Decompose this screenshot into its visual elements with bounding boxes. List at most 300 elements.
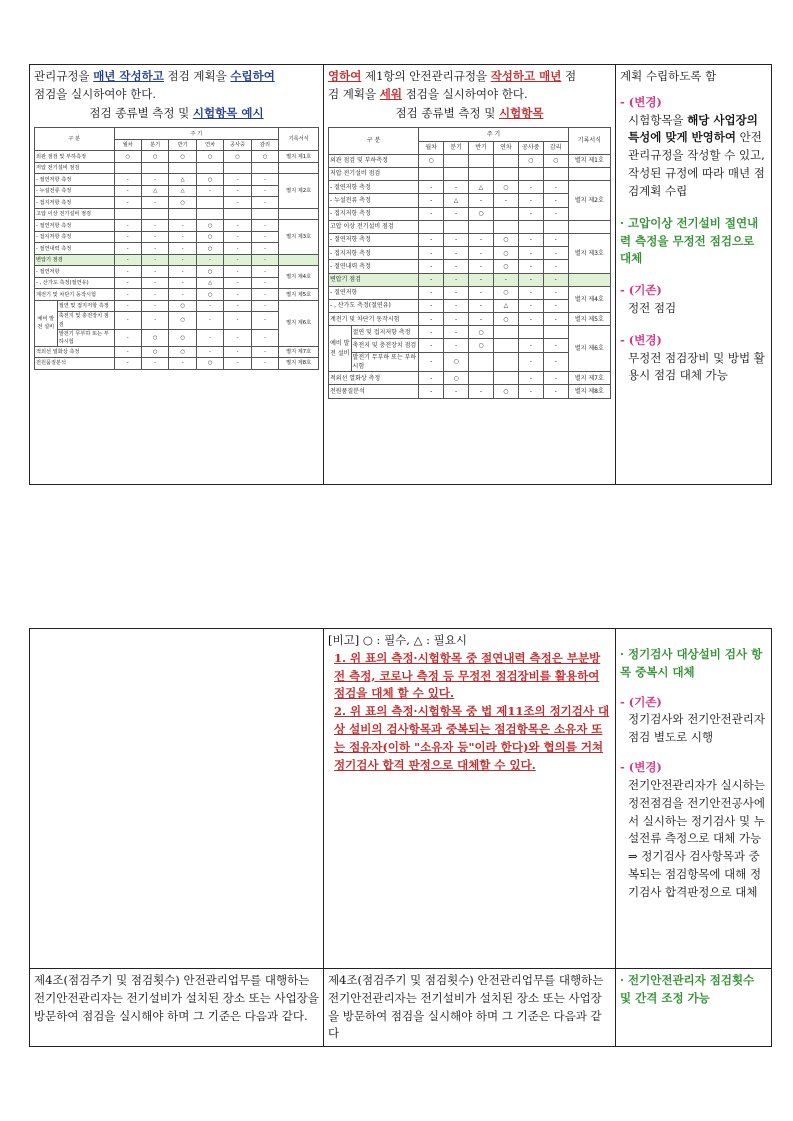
cycle-cell: - [518,286,543,299]
row-label: 발전기 무부하 또는 부하시험 [57,329,114,346]
table-caption [328,105,611,123]
cycle-cell: - [469,286,494,299]
form-cell: 별지 제7호 [568,372,610,385]
row-label: 절연 및 접지저항 측정 [351,326,419,339]
cycle-cell: - [196,300,223,312]
cycle-cell: - [141,289,168,301]
header-cycle-0: 월차 [419,141,444,154]
note-item-1: 1. 위 표의 측정·시험항목 중 절연내력 측정은 부분방전 측정, 코로나 측정 등 무정전 점검장비를 활용하여 점검을 대체 할 수 있다. [334,650,601,701]
cycle-cell: - [251,312,278,329]
cycle-cell: - [141,220,168,232]
cycle-cell: ○ [196,151,223,163]
cycle-cell [543,220,568,233]
cycle-cell: - [224,312,251,329]
cycle-cell: △ [469,181,494,194]
cycle-cell: - [169,220,196,232]
cycle-cell: ○ [543,154,568,167]
row-label: - 절연내력 측정 [35,243,115,255]
row-label: 축전지 및 충전장치 점검 [57,312,114,329]
header-form: 기록서식 [279,128,319,151]
cycle-cell: ○ [169,329,196,346]
cycle-cell [493,372,518,385]
table-row [35,185,319,197]
cycle-cell: - [114,300,141,312]
table-row [35,312,319,329]
cycle-cell: - [224,329,251,346]
cycle-cell: - [518,194,543,207]
cycle-cell: - [444,207,469,220]
cycle-cell: - [224,266,251,278]
header-cycle-1: 분기 [444,141,469,154]
cycle-cell: ○ [169,346,196,358]
current-rule-cell [30,65,324,485]
text-fragment: 제1항의 안전관리규정을 [361,69,491,83]
cycle-cell: - [469,233,494,246]
cycle-cell: ○ [493,260,518,273]
cycle-cell: - [251,289,278,301]
cycle-cell [543,168,568,181]
cycle-cell: - [444,247,469,260]
cycle-cell: ○ [493,313,518,326]
cycle-cell: - [114,197,141,209]
cycle-cell: - [251,174,278,186]
comparison-table-top [29,64,772,485]
form-cell: 별지 제1호 [279,151,319,163]
row-label: - 절연저항 측정 [35,220,115,232]
cycle-cell: - [169,358,196,370]
row-label: - 접지저항 측정 [35,231,115,243]
row-label: 계전기 및 차단기 동작시험 [35,289,115,301]
cycle-cell: - [114,358,141,370]
cycle-cell: - [169,231,196,243]
header-cycle-3: 연차 [196,139,223,151]
text-fragment: 시험항목을 [628,112,688,127]
cycle-cell [419,220,444,233]
header-cycle-1: 분기 [141,139,168,151]
cycle-cell: ○ [141,151,168,163]
cycle-cell: - [169,266,196,278]
cycle-cell: - [114,231,141,243]
cycle-cell: △ [169,174,196,186]
cycle-cell: - [419,299,444,312]
highlight-reflect: 영하여 [328,69,362,83]
cycle-cell: - [518,181,543,194]
cycle-cell: - [444,181,469,194]
cycle-cell: - [518,207,543,220]
before-text: 정기검사와 전기안전관리자 점검 별도로 시행 [628,712,765,745]
cycle-cell [518,326,543,339]
form-cell: 별지 제3호 [279,220,319,255]
cycle-cell: ○ [196,358,223,370]
cycle-cell: - [141,197,168,209]
cycle-cell: - [114,174,141,186]
row-label: 변압기 점검 [35,254,115,266]
cycle-cell: - [114,254,141,266]
cycle-cell [469,168,494,181]
remark-notes-cell [324,629,616,969]
cycle-cell: - [518,313,543,326]
form-cell: 별지 제7호 [279,346,319,358]
cycle-cell: - [224,231,251,243]
table-row [35,254,319,266]
table-row [329,299,611,312]
revised-rule-text-2 [328,86,611,104]
table-row [329,233,611,246]
change-text [620,112,767,201]
cycle-cell: △ [169,185,196,197]
cycle-cell: - [419,326,444,339]
cycle-cell: - [114,266,141,278]
cycle-cell [518,220,543,233]
table-row [329,154,611,167]
header-item: 구 분 [35,128,115,151]
cycle-cell: - [224,254,251,266]
form-cell: 별지 제4호 [279,266,319,289]
cycle-cell: - [518,385,543,398]
cycle-cell: - [169,243,196,255]
cycle-cell: - [419,286,444,299]
cycle-cell: ○ [469,326,494,339]
cycle-cell: ○ [169,151,196,163]
cycle-cell: - [224,174,251,186]
cycle-cell [169,208,196,220]
cycle-cell: ○ [444,352,469,372]
cycle-cell: - [493,194,518,207]
cycle-cell: - [419,233,444,246]
row-label: - 접지저항 측정 [329,207,419,220]
cycle-cell: - [114,220,141,232]
cycle-cell: - [141,277,168,289]
form-cell: 별지 제5호 [568,313,610,326]
cycle-cell: - [493,273,518,286]
cycle-cell: - [518,299,543,312]
cycle-cell: - [543,181,568,194]
header-item: 구 분 [329,128,419,154]
table-row [35,243,319,255]
cycle-cell: △ [493,299,518,312]
cycle-cell: - [444,313,469,326]
remark-cell [616,969,772,1047]
cycle-cell: - [224,300,251,312]
cycle-cell: - [224,289,251,301]
table-row [329,339,611,352]
cycle-cell: - [251,243,278,255]
cycle-cell [196,208,223,220]
cycle-cell [493,352,518,372]
empty-cell [30,629,324,969]
row-label: 적외선 열화상 측정 [35,346,115,358]
cycle-cell [493,154,518,167]
change-tag: - (변경) [620,94,662,109]
cycle-cell: - [114,329,141,346]
cycle-cell [493,220,518,233]
row-label: 발전기 무부하 또는 부하시험 [351,352,419,372]
table-row [329,372,611,385]
table-row [329,326,611,339]
cycle-cell: - [419,181,444,194]
cycle-cell [444,168,469,181]
cycle-cell: - [419,385,444,398]
caption-text: 점검 종류별 측정 및 [89,105,193,120]
cycle-cell: ○ [196,220,223,232]
header-cycle-0: 월차 [114,139,141,151]
cycle-cell: ○ [444,372,469,385]
cycle-cell: - [141,266,168,278]
table-row [35,346,319,358]
highlight-annually: 매년 작성하고 [93,69,164,83]
cycle-cell: - [469,247,494,260]
row-label: - 절연내력 측정 [329,260,419,273]
inspection-items-table-revised [328,127,611,398]
table-row [35,197,319,209]
cycle-cell [114,208,141,220]
form-cell: 별지 제6호 [568,326,610,372]
cycle-cell [493,326,518,339]
cycle-cell: ○ [493,385,518,398]
cycle-cell: - [444,339,469,352]
table-row [35,289,319,301]
cycle-cell: - [196,254,223,266]
cycle-cell [141,162,168,174]
highlight-write-annually: 작성하고 매년 [490,69,562,83]
cycle-cell [469,352,494,372]
table-row [329,313,611,326]
row-label: - 절연저항 측정 [35,174,115,186]
caption-text: 점검 종류별 측정 및 [395,105,500,120]
cycle-cell: - [419,352,444,372]
cycle-cell [444,220,469,233]
row-label: 전원품질분석 [35,358,115,370]
cycle-cell: - [141,231,168,243]
row-label: - 누설전류 측정 [329,194,419,207]
text-fragment: 검 계획을 [328,86,380,101]
row-label: 고압 이상 전기설비 점검 [35,208,115,220]
row-label: 저압 전기설비 점검 [329,168,419,181]
cycle-cell: - [251,254,278,266]
cycle-cell [493,168,518,181]
cycle-cell: - [469,260,494,273]
cycle-cell: - [469,273,494,286]
cycle-cell: - [224,243,251,255]
cycle-cell: △ [444,194,469,207]
cycle-cell: - [169,254,196,266]
table-row [35,277,319,289]
cycle-cell: - [224,358,251,370]
form-cell: 별지 제1호 [568,154,610,167]
cycle-cell: - [444,273,469,286]
cycle-cell: - [251,220,278,232]
cycle-cell: - [543,207,568,220]
cycle-cell: - [251,346,278,358]
cycle-cell: - [224,220,251,232]
cycle-cell [543,326,568,339]
cycle-cell: - [224,185,251,197]
cycle-cell [469,220,494,233]
cycle-cell: - [419,260,444,273]
cycle-cell: - [543,299,568,312]
cycle-cell [251,208,278,220]
cycle-cell: - [469,299,494,312]
table-row [329,385,611,398]
inspection-items-table-current [34,127,319,369]
form-cell [279,254,319,266]
cycle-cell: - [518,339,543,352]
row-label: 축전지 및 충전장치 점검 [351,339,419,352]
cycle-cell [169,162,196,174]
cycle-cell: ○ [518,154,543,167]
cycle-cell: - [543,286,568,299]
cycle-cell: - [196,346,223,358]
cycle-cell: ○ [196,289,223,301]
cycle-cell: ○ [141,346,168,358]
cycle-cell: - [419,372,444,385]
cycle-cell: ○ [141,329,168,346]
cycle-cell: - [251,300,278,312]
cycle-cell: - [518,233,543,246]
cycle-cell: ○ [169,312,196,329]
cycle-cell: - [444,260,469,273]
cycle-cell [469,372,494,385]
cycle-cell: - [469,313,494,326]
caption-highlight: 시험항목 예시 [192,105,264,120]
cycle-cell: ○ [224,151,251,163]
cycle-cell: - [419,247,444,260]
cycle-cell: - [196,312,223,329]
header-cycle: 주 기 [419,128,568,141]
cycle-cell [141,208,168,220]
bold-fragment: 해당 사업장의 특성에 맞게 반영하여 [628,112,758,145]
table-row [35,174,319,186]
cycle-cell: ○ [251,151,278,163]
text-fragment: 점검을 실시하여야 한다. [401,86,528,101]
table-row [329,352,611,372]
article-4-current: 제4조(점검주기 및 점검횟수) 안전관리업무를 대행하는 전기안전관리자는 전기설비가 설치된 장소 또는 사업장을 방문하여 점검을 실시해야 하며 그 기준은 다음과 같다. [30,969,324,1047]
row-label: 저압 전기설비 점검 [35,162,115,174]
highlight-establish: 수립하여 [230,69,275,83]
cycle-cell [196,162,223,174]
cycle-cell: ○ [169,300,196,312]
row-label: 전원품질분석 [329,385,419,398]
group-label: 예비 발전 설비 [329,326,352,372]
cycle-cell: ○ [169,197,196,209]
cycle-cell: - [543,260,568,273]
header-cycle-2: 반기 [469,141,494,154]
table-row [329,260,611,273]
cycle-cell: - [419,194,444,207]
cycle-cell [493,207,518,220]
summary-bullet: · 전기안전관리자 점검횟수 및 간격 조정 가능 [620,973,755,1005]
row-label: - 절연저항 [35,266,115,278]
change-text: 전기안전관리자가 실시하는 정전점검을 전기안전공사에서 실시하는 정기검사 및 누설전류 측정으로 대체 가능 [628,777,765,846]
caption-highlight: 시험항목 [499,105,544,120]
cycle-cell: - [543,352,568,372]
header-cycle-5: 감리 [251,139,278,151]
row-label: 변압기 점검 [329,273,419,286]
cycle-cell: ○ [469,207,494,220]
cycle-cell: - [141,312,168,329]
row-label: - 접지저항 측정 [329,247,419,260]
cycle-cell: - [543,372,568,385]
cycle-cell: ○ [196,174,223,186]
cycle-cell: ○ [196,231,223,243]
cycle-cell: - [543,385,568,398]
cycle-cell: - [141,174,168,186]
cycle-cell: △ [141,185,168,197]
cycle-cell: - [196,329,223,346]
cycle-cell: - [419,273,444,286]
cycle-cell: - [444,299,469,312]
row-label: - 절연저항 측정 [329,233,419,246]
revised-rule-text [328,68,611,86]
cycle-cell: - [444,326,469,339]
header-cycle-2: 반기 [169,139,196,151]
cycle-cell: - [444,385,469,398]
table-row [35,162,319,174]
header-cycle-4: 공사중 [518,141,543,154]
form-cell [279,162,319,174]
cycle-cell: - [224,346,251,358]
comparison-table-bottom [29,628,772,1047]
remark-legend: [비고] ○ : 필수, △ : 필요시 [328,633,467,647]
table-row [329,286,611,299]
cycle-cell: - [251,197,278,209]
cycle-cell: ○ [469,339,494,352]
table-row [35,151,319,163]
summary-bullet: · 고압이상 전기설비 절연내력 측정을 무정전 점검으로 대체 [620,215,759,266]
cycle-cell: - [141,243,168,255]
form-cell [568,220,610,233]
text-fragment: 안전관리규정을 작성할 수 있고, 작성된 규정에 따라 매년 점검계획 수립 [628,130,765,198]
row-label: 고압 이상 전기설비 점검 [329,220,419,233]
form-cell [279,208,319,220]
group-label: 예비 발전 설비 [35,300,58,346]
cycle-cell [444,154,469,167]
cycle-cell: - [196,185,223,197]
cycle-cell [493,339,518,352]
cycle-cell: - [251,231,278,243]
cycle-cell: - [114,185,141,197]
before-text: 정전 점검 [628,300,677,315]
cycle-cell: - [251,266,278,278]
table-row [329,273,611,286]
cycle-cell: ○ [196,243,223,255]
cycle-cell: - [543,273,568,286]
table-row [35,208,319,220]
form-cell: 별지 제5호 [279,289,319,301]
cycle-cell: - [419,207,444,220]
cycle-cell [224,208,251,220]
cycle-cell: - [251,358,278,370]
table-row [35,329,319,346]
cycle-cell: - [251,277,278,289]
row-label: 적외선 열화상 측정 [329,372,419,385]
cycle-cell [224,162,251,174]
remark-line: 계획 수립하도록 함 [620,69,717,83]
row-label: - , 산가도 측정(절연유) [35,277,115,289]
cycle-cell: ○ [493,233,518,246]
revised-rule-cell [324,65,616,485]
cycle-cell: - [114,312,141,329]
text-fragment: 점검 계획을 [163,69,231,83]
table-caption [34,105,319,123]
cycle-cell: ○ [493,286,518,299]
cycle-cell: - [114,289,141,301]
remark-cell [616,629,772,969]
cycle-cell: - [444,286,469,299]
cycle-cell: - [444,233,469,246]
cycle-cell: - [543,194,568,207]
cycle-cell [469,154,494,167]
